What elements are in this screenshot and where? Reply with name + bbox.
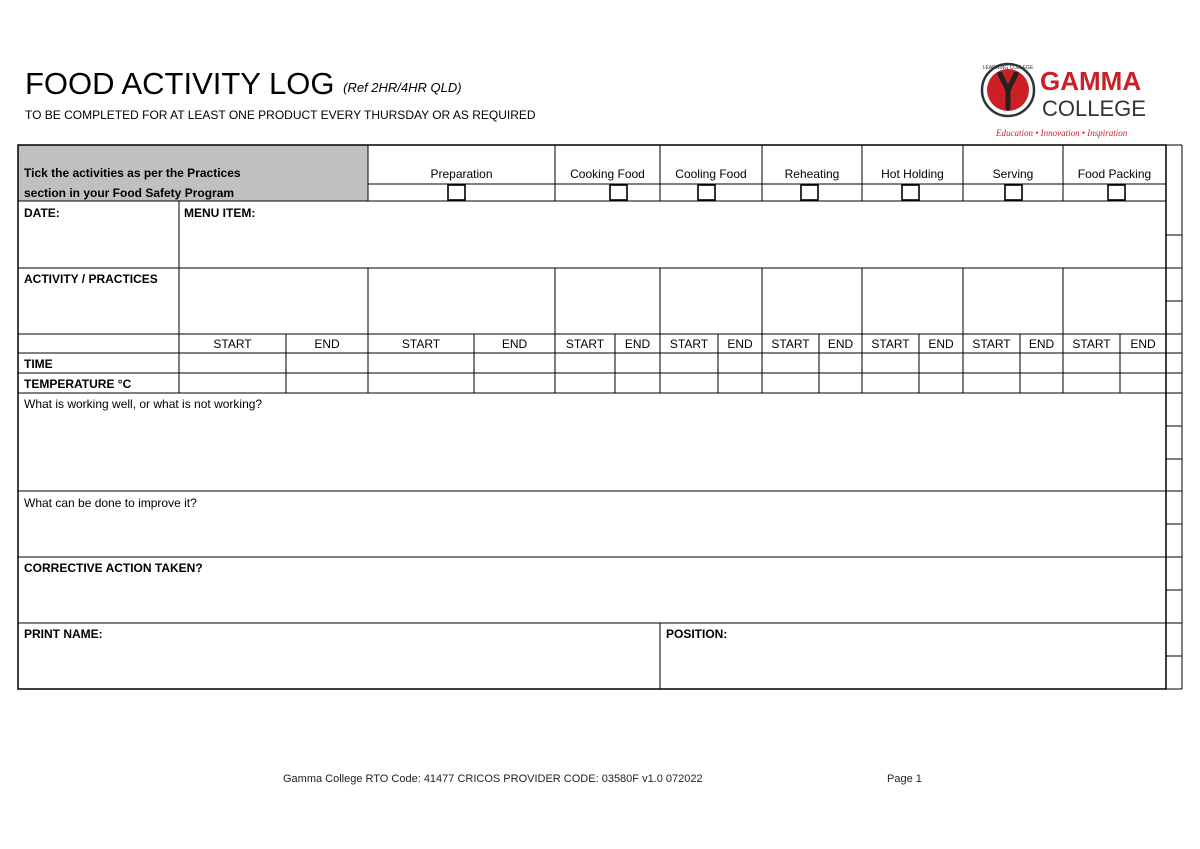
logo-name-gamma: GAMMA bbox=[1040, 66, 1142, 96]
start-label: START bbox=[972, 337, 1011, 351]
activity-header-serving: Serving bbox=[992, 167, 1034, 181]
time-label: TIME bbox=[24, 357, 53, 371]
print-name-label: PRINT NAME: bbox=[24, 627, 103, 641]
start-label: START bbox=[771, 337, 810, 351]
temperature-label: TEMPERATURE °C bbox=[24, 377, 132, 391]
activity-header-hot-holding: Hot Holding bbox=[881, 167, 944, 181]
title-ref: (Ref 2HR/4HR QLD) bbox=[343, 80, 462, 95]
hot-holding-checkbox[interactable] bbox=[902, 185, 919, 200]
end-label: END bbox=[501, 337, 528, 351]
title-text: FOOD ACTIVITY LOG bbox=[25, 66, 335, 101]
position-label: POSITION: bbox=[666, 627, 728, 641]
reheating-checkbox[interactable] bbox=[801, 185, 818, 200]
activity-header-cooling-food: Cooling Food bbox=[675, 167, 747, 181]
improve-question-label: What can be done to improve it? bbox=[24, 496, 197, 510]
start-label: START bbox=[565, 337, 605, 351]
end-label: END bbox=[827, 337, 854, 351]
logo-seal-text: LEARNING COLLEGE bbox=[982, 65, 1034, 71]
date-label: DATE: bbox=[24, 206, 60, 220]
start-label: START bbox=[871, 337, 910, 351]
end-label: END bbox=[928, 337, 954, 351]
activity-practices-label: ACTIVITY / PRACTICES bbox=[24, 272, 158, 286]
logo-name-college: COLLEGE bbox=[1042, 96, 1146, 121]
serving-checkbox[interactable] bbox=[1005, 185, 1022, 200]
footer-page-number: Page 1 bbox=[887, 773, 922, 785]
page-subtitle: TO BE COMPLETED FOR AT LEAST ONE PRODUCT EVERY THURSDAY OR AS REQUIRED bbox=[25, 108, 536, 122]
activity-header-preparation: Preparation bbox=[430, 167, 493, 181]
cooking-food-checkbox[interactable] bbox=[610, 185, 627, 200]
tick-instruction-line1: Tick the activities as per the Practices bbox=[24, 166, 241, 180]
end-label: END bbox=[1130, 337, 1156, 351]
form-outer-border bbox=[18, 145, 1166, 689]
menu-item-label: MENU ITEM: bbox=[184, 206, 256, 220]
activity-header-cooking-food: Cooking Food bbox=[570, 167, 645, 181]
end-label: END bbox=[314, 337, 340, 351]
preparation-checkbox[interactable] bbox=[448, 185, 465, 200]
end-label: END bbox=[1028, 337, 1055, 351]
end-label: END bbox=[727, 337, 753, 351]
start-label: START bbox=[401, 337, 441, 351]
working-question-label: What is working well, or what is not working? bbox=[24, 397, 263, 411]
footer-code-text: Gamma College RTO Code: 41477 CRICOS PROVIDER CODE: 03580F v1.0 072022 bbox=[283, 773, 703, 785]
cooling-food-checkbox[interactable] bbox=[698, 185, 715, 200]
tick-instruction-line2: section in your Food Safety Program bbox=[24, 186, 235, 200]
corrective-action-label: CORRECTIVE ACTION TAKEN? bbox=[24, 561, 203, 575]
start-label: START bbox=[1072, 337, 1111, 351]
start-label: START bbox=[213, 337, 252, 351]
logo-tagline: Education • Innovation • Inspiration bbox=[996, 128, 1128, 138]
activity-header-reheating: Reheating bbox=[784, 167, 840, 181]
activity-header-food-packing: Food Packing bbox=[1077, 167, 1152, 181]
end-label: END bbox=[624, 337, 651, 351]
start-label: START bbox=[669, 337, 709, 351]
food-packing-checkbox[interactable] bbox=[1108, 185, 1125, 200]
